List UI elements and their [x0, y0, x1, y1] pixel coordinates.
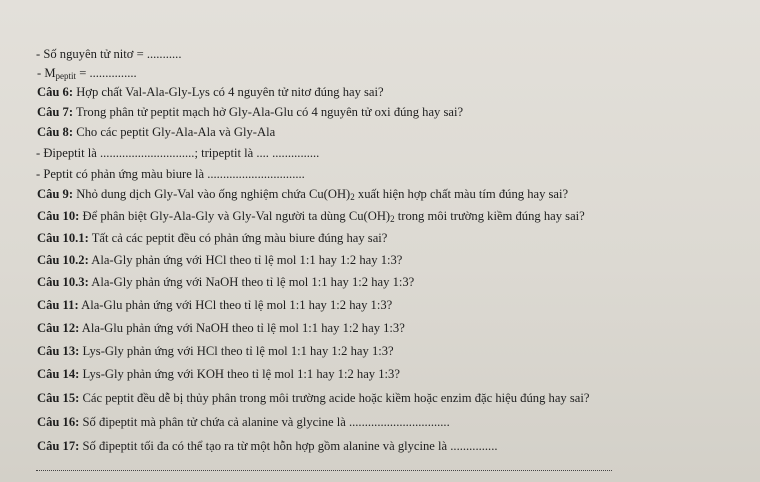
line-biuret-peptide: - Peptit có phản ứng màu biure là ...............................	[36, 167, 305, 181]
line-nitrogen-count: - Số nguyên tử nitơ = ...........	[36, 47, 182, 61]
question-12: Câu 12: Ala-Glu phản ứng với NaOH theo tỉ lệ mol 1:1 hay 1:2 hay 1:3?	[37, 321, 405, 335]
question-16: Câu 16: Số đipeptit mà phân tử chứa cả alanine và glycine là ................................	[37, 415, 450, 429]
question-13: Câu 13: Lys-Gly phản ứng với HCl theo tỉ lệ mol 1:1 hay 1:2 hay 1:3?	[37, 344, 394, 358]
question-14: Câu 14: Lys-Gly phản ứng với KOH theo tỉ lệ mol 1:1 hay 1:2 hay 1:3?	[37, 367, 400, 381]
bottom-dotted-rule	[36, 470, 612, 471]
question-11: Câu 11: Ala-Glu phản ứng với HCl theo tỉ lệ mol 1:1 hay 1:2 hay 1:3?	[37, 298, 393, 312]
question-7: Câu 7: Trong phân tử peptit mạch hở Gly-Ala-Glu có 4 nguyên tử oxi đúng hay sai?	[37, 105, 464, 119]
question-10-3: Câu 10.3: Ala-Gly phản ứng với NaOH theo tỉ lệ mol 1:1 hay 1:2 hay 1:3?	[37, 275, 415, 289]
question-15: Câu 15: Các peptit đều dễ bị thủy phân trong môi trường acide hoặc kiềm hoặc enzim đặc hiệu đúng hay sai?	[37, 391, 590, 405]
question-10: Câu 10: Để phân biệt Gly-Ala-Gly và Gly-Val người ta dùng $Cu(OH)_2$ trong môi trường kiềm đúng hay sai?	[37, 209, 585, 224]
question-6: Câu 6: Hợp chất Val-Ala-Gly-Lys có 4 nguyên tử nitơ đúng hay sai?	[37, 85, 384, 99]
question-9: Câu 9: Nhỏ dung dịch Gly-Val vào ống nghiệm chứa $Cu(OH)_2$ xuất hiện hợp chất màu tím đúng hay sai?	[37, 187, 569, 202]
question-10-1: Câu 10.1: Tất cả các peptit đều có phản ứng màu biure đúng hay sai?	[37, 231, 388, 245]
question-17: Câu 17: Số đipeptit tối đa có thể tạo ra từ một hỗn hợp gồm alanine và glycine là ...............	[37, 439, 498, 453]
line-dipeptide-tripeptide: - Đipeptit là ..............................; tripeptit là .... ...............	[36, 146, 320, 160]
question-8: Câu 8: Cho các peptit Gly-Ala-Ala và Gly-Ala	[37, 125, 276, 139]
question-10-2: Câu 10.2: Ala-Gly phản ứng với HCl theo tỉ lệ mol 1:1 hay 1:2 hay 1:3?	[37, 253, 403, 267]
line-peptide-mass: - $M_{peptit}$ = ...............	[37, 66, 137, 81]
